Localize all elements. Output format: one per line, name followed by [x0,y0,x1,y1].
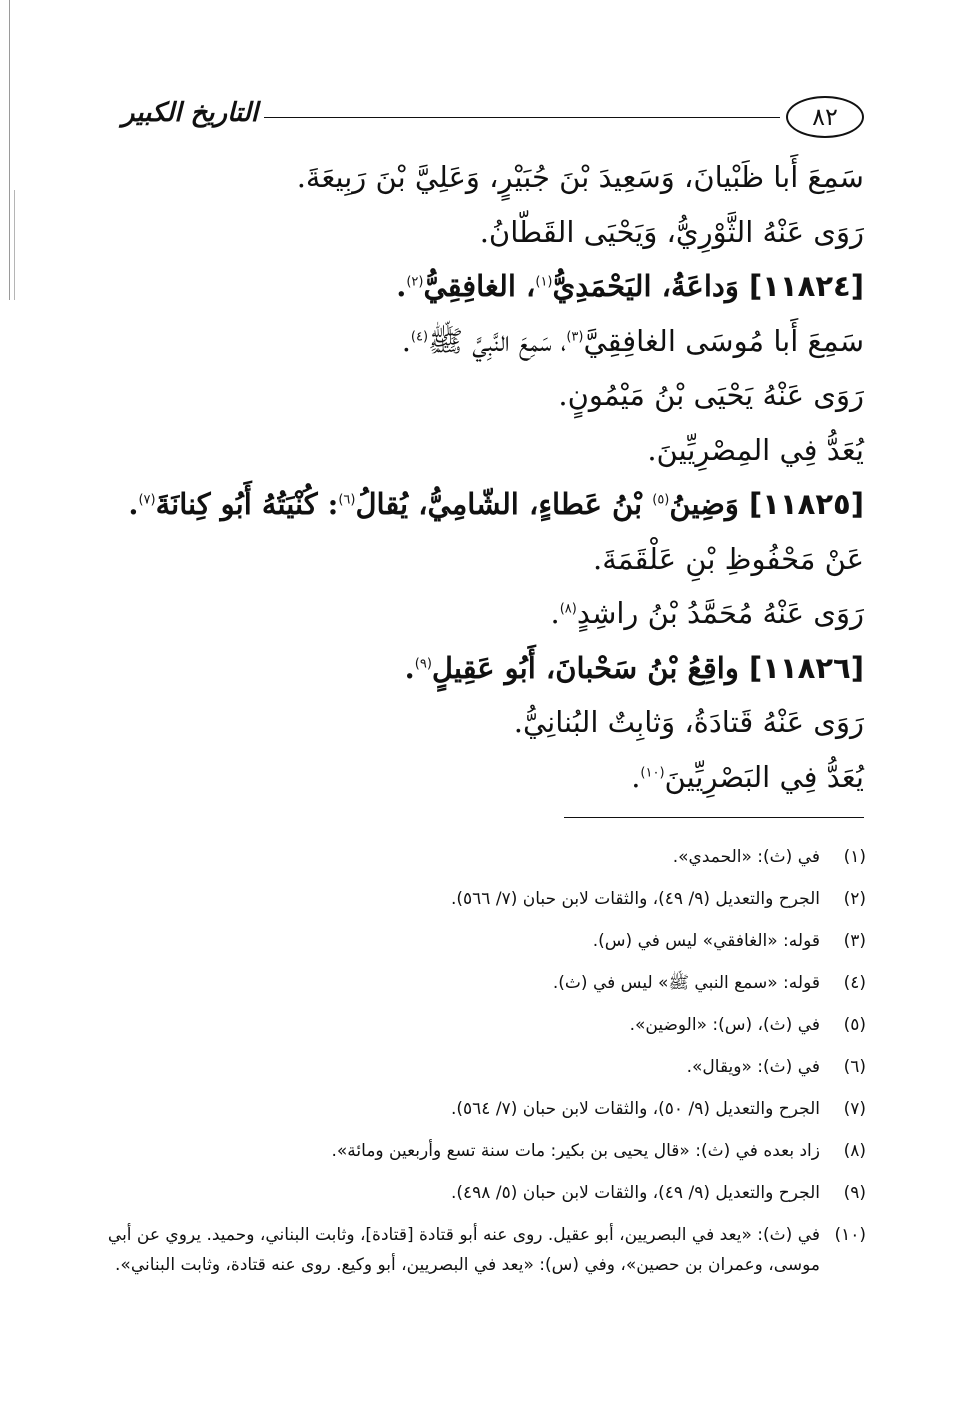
text-line: رَوَى عَنْهُ مُحَمَّدُ بْنُ راشِدٍ$^{(٨)}$. [550,596,864,630]
footnote-ref: (٢) [406,274,424,290]
footnote-text: زاد بعده في (ث): «قال يحيى بن بكير: مات سنة تسع وأربعين ومائة». [331,1141,820,1161]
footnote-number: (٣) [843,931,866,951]
footnote-ref: (٣) [566,328,584,344]
text-line: سَمِعَ أَبا مُوسَى الغافِقِيَّ$^{(٣)}$، سَمِعَ النَّبِيَّ ﷺ$^{(٤)}$. [401,323,864,358]
footnote-ref: (٧) [138,492,156,508]
footnote-ref: (١) [535,274,553,290]
text-line: سَمِعَ أَبا ظَبْيانَ، وَسَعِيدَ بْنَ جُبَيْرٍ، وَعَلِيَّ بْنَ رَبِيعَةَ. [296,160,864,194]
footnote-ref: (٩) [414,655,432,671]
footnote [100,1004,866,1046]
header-rule [264,117,780,118]
text-line: يُعَدُّ فِي المِصْرِيِّينَ. [647,432,864,467]
footnote-ref: (٤) [410,328,429,344]
footnote-text: الجرح والتعديل (٩/ ٤٩)، والثقات لابن حبان (٧/ ٥٦٦). [451,889,820,909]
footnote-text: قوله: «الغافقي» ليس في (س). [592,931,820,951]
footnote-number: (٤) [843,973,866,993]
footnote [100,836,866,878]
footnote [100,1172,866,1214]
footnote-number: (٨) [843,1141,866,1161]
page-header [121,96,864,140]
footnote-text: في (ث): «ويقال». [686,1057,820,1077]
text-line: عَنْ مَحْفُوظِ بْنِ عَلْقَمَةَ. [592,541,864,576]
entry-number: [١١٨٢٦] [748,650,864,685]
entry-heading: [١١٨٢٥] وَضِينُ$^{(٥)}$ بْنُ عَطاءٍ، الشّامِيُّ، يُقالُ$^{(٦)}$: كُنْيَتُهُ أَبُو كِنانَةَ$^{(٧)}$. [128,487,864,521]
entry-heading: [١١٨٢٦] واقِعُ بْنُ سَحْبانَ، أَبُو عَقِيلٍ$^{(٩)}$. [404,650,864,685]
footnote-text: في (ث): «الحمدي». [672,847,820,867]
main-text [128,150,864,804]
footnote-number: (٥) [843,1015,866,1035]
scan-edge-line [14,190,15,300]
text-line: رَوَى عَنْهُ قَتادَةُ، وَثابِتٌ البُنانِيُّ. [513,705,864,739]
footnotes [100,836,866,1280]
text-line: رَوَى عَنْهُ الثَّوْرِيُّ، وَيَحْيَى القَطّانُ. [479,214,864,249]
footnote [100,1130,866,1172]
footnote-text: الجرح والتعديل (٩/ ٥٠)، والثقات لابن حبان (٧/ ٥٦٤). [451,1099,820,1119]
footnote [100,1046,866,1088]
entry-number: [١١٨٢٥] [748,487,864,521]
footnote-text: قوله: «سمع النبي ﷺ» ليس في (ث). [552,973,820,993]
footnote [100,962,866,1004]
book-title: التاريخ الكبير [121,98,258,128]
footnote-ref: (٥) [652,492,670,508]
page-number: ٨٢ [786,96,864,138]
footnote-number: (١) [843,847,866,867]
footnote-number: (٢) [843,889,866,909]
footnote [100,920,866,962]
footnote-separator [564,817,864,818]
footnote-text: في (ث): «يعد في البصريين، أبو عقيل. روى عنه أبو قتادة [قتادة]، وثابت البناني، وحميد. يروي عن أبي موسى، وعمران بن حصين»، وفي (س): «يعد في البصريين، أبو وكيع. روى عنه قتادة، وثابت البناني». [107,1225,820,1275]
footnote [100,1088,866,1130]
entry-number: [١١٨٢٤] [748,269,864,303]
footnote-ref: (١٠) [640,764,665,780]
footnote-ref: (٨) [559,601,577,617]
footnote-number: (٩) [843,1183,866,1203]
text-line: يُعَدُّ فِي البَصْرِيِّينَ$^{(١٠)}$. [631,759,864,794]
text-line: رَوَى عَنْهُ يَحْيَى بْنُ مَيْمُونٍ. [558,378,864,412]
footnote [100,878,866,920]
footnote-text: في (ث)، (س): «الوضين». [629,1015,820,1035]
footnote [100,1220,866,1280]
entry-heading: [١١٨٢٤] وَداعَةُ، اليَحْمَدِيُّ$^{(١)}$، الغافِقِيُّ$^{(٢)}$. [396,269,864,303]
footnote-number: (١٠) [834,1225,866,1245]
footnote-number: (٦) [843,1057,866,1077]
footnote-number: (٧) [843,1099,866,1119]
footnote-text: الجرح والتعديل (٩/ ٤٩)، والثقات لابن حبان (٥/ ٤٩٨). [451,1183,820,1203]
footnote-ref: (٦) [338,492,356,508]
scan-edge-line [9,0,10,300]
